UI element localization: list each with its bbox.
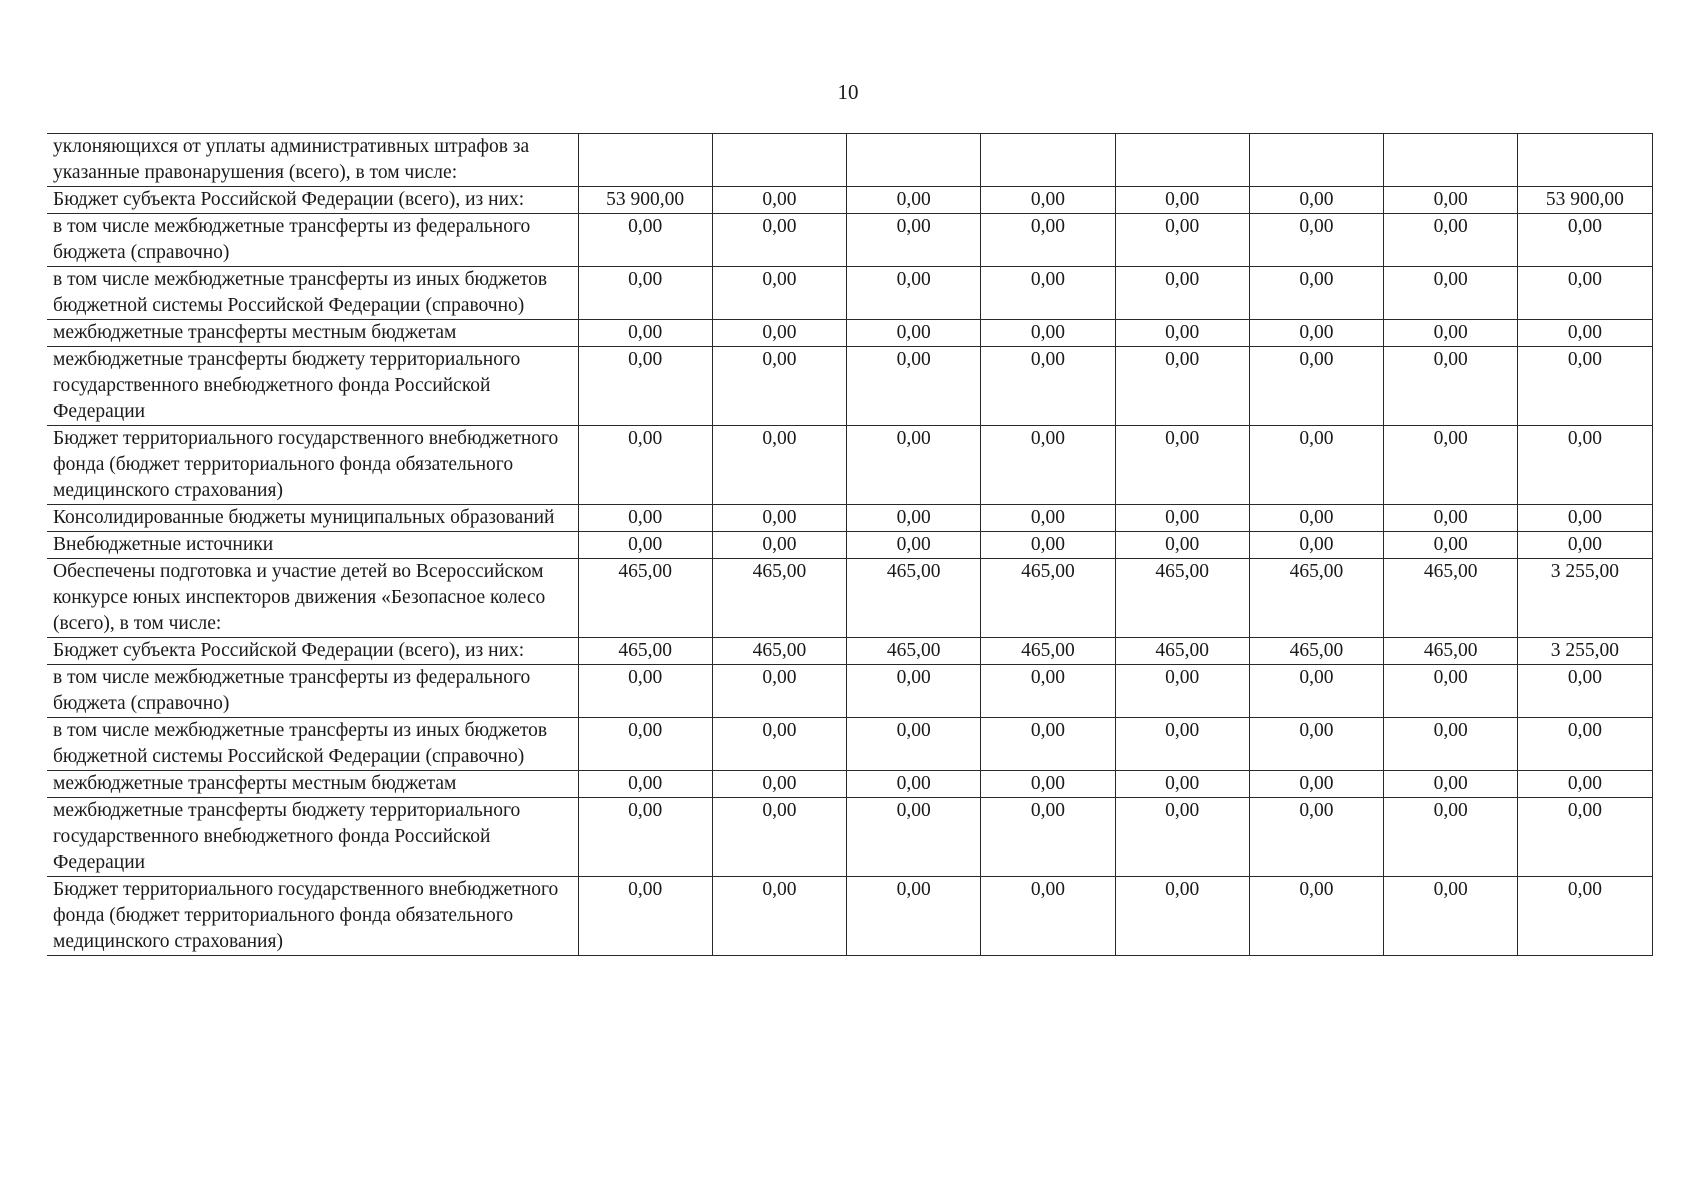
value-cell: 465,00 — [712, 638, 846, 665]
value-cell: 0,00 — [981, 320, 1115, 347]
value-cell: 465,00 — [1384, 638, 1518, 665]
value-cell: 0,00 — [1518, 877, 1652, 956]
value-cell — [981, 134, 1115, 187]
value-cell: 0,00 — [847, 718, 981, 771]
row-label: межбюджетные трансферты местным бюджетам — [47, 320, 578, 347]
value-cell: 0,00 — [1518, 214, 1652, 267]
row-label: Внебюджетные источники — [47, 532, 578, 559]
value-cell: 0,00 — [578, 267, 712, 320]
row-label: в том числе межбюджетные трансферты из иных бюджетов бюджетной системы Российской Федерации (справочно) — [47, 267, 578, 320]
value-cell: 0,00 — [1384, 532, 1518, 559]
table-row — [47, 798, 1652, 877]
value-cell: 0,00 — [1249, 505, 1383, 532]
value-cell: 0,00 — [1115, 214, 1249, 267]
value-cell: 0,00 — [712, 426, 846, 505]
table-row — [47, 214, 1652, 267]
value-cell — [1384, 134, 1518, 187]
value-cell: 0,00 — [1115, 347, 1249, 426]
value-cell: 0,00 — [1115, 718, 1249, 771]
table-row — [47, 665, 1652, 718]
value-cell: 0,00 — [1518, 426, 1652, 505]
table-row — [47, 134, 1652, 187]
value-cell: 0,00 — [578, 665, 712, 718]
value-cell: 0,00 — [981, 426, 1115, 505]
value-cell: 0,00 — [1518, 267, 1652, 320]
value-cell: 0,00 — [1249, 877, 1383, 956]
value-cell: 0,00 — [981, 877, 1115, 956]
value-cell: 0,00 — [847, 532, 981, 559]
row-label: межбюджетные трансферты бюджету территориального государственного внебюджетного фонда Российской Федерации — [47, 347, 578, 426]
value-cell: 0,00 — [712, 798, 846, 877]
value-cell: 0,00 — [1115, 505, 1249, 532]
value-cell: 0,00 — [1518, 505, 1652, 532]
value-cell: 0,00 — [1115, 426, 1249, 505]
row-label: Бюджет субъекта Российской Федерации (всего), из них: — [47, 187, 578, 214]
value-cell: 0,00 — [578, 877, 712, 956]
value-cell: 0,00 — [1115, 665, 1249, 718]
value-cell — [847, 134, 981, 187]
row-label: Бюджет территориального государственного внебюджетного фонда (бюджет территориального фонда обязательного медицинского страхования) — [47, 877, 578, 956]
value-cell: 0,00 — [578, 505, 712, 532]
value-cell: 0,00 — [981, 347, 1115, 426]
value-cell: 0,00 — [1384, 877, 1518, 956]
value-cell: 0,00 — [712, 877, 846, 956]
table-row — [47, 718, 1652, 771]
value-cell: 0,00 — [981, 187, 1115, 214]
value-cell: 0,00 — [578, 347, 712, 426]
value-cell: 465,00 — [712, 559, 846, 638]
value-cell: 0,00 — [1249, 798, 1383, 877]
value-cell: 0,00 — [1518, 532, 1652, 559]
row-label: в том числе межбюджетные трансферты из федерального бюджета (справочно) — [47, 214, 578, 267]
value-cell: 0,00 — [1249, 347, 1383, 426]
value-cell: 0,00 — [1249, 665, 1383, 718]
value-cell: 53 900,00 — [1518, 187, 1652, 214]
value-cell: 0,00 — [1384, 187, 1518, 214]
value-cell: 0,00 — [847, 267, 981, 320]
row-label: межбюджетные трансферты бюджету территориального государственного внебюджетного фонда Российской Федерации — [47, 798, 578, 877]
value-cell: 0,00 — [981, 771, 1115, 798]
value-cell: 0,00 — [712, 267, 846, 320]
value-cell — [1249, 134, 1383, 187]
value-cell: 0,00 — [578, 426, 712, 505]
value-cell: 0,00 — [1384, 665, 1518, 718]
table-row — [47, 426, 1652, 505]
value-cell: 0,00 — [1115, 532, 1249, 559]
value-cell: 0,00 — [981, 665, 1115, 718]
table-row — [47, 187, 1652, 214]
value-cell: 53 900,00 — [578, 187, 712, 214]
value-cell: 465,00 — [847, 559, 981, 638]
row-label: Бюджет субъекта Российской Федерации (всего), из них: — [47, 638, 578, 665]
value-cell — [1115, 134, 1249, 187]
value-cell — [1518, 134, 1652, 187]
value-cell: 0,00 — [712, 320, 846, 347]
value-cell: 0,00 — [712, 214, 846, 267]
value-cell: 3 255,00 — [1518, 559, 1652, 638]
table-row — [47, 877, 1652, 956]
value-cell: 0,00 — [981, 214, 1115, 267]
value-cell: 0,00 — [712, 665, 846, 718]
row-label: в том числе межбюджетные трансферты из иных бюджетов бюджетной системы Российской Федерации (справочно) — [47, 718, 578, 771]
value-cell: 0,00 — [847, 877, 981, 956]
value-cell: 0,00 — [981, 505, 1115, 532]
value-cell: 0,00 — [1518, 320, 1652, 347]
row-label: Обеспечены подготовка и участие детей во Всероссийском конкурсе юных инспекторов движения «Безопасное колесо (всего), в том числе: — [47, 559, 578, 638]
row-label: Консолидированные бюджеты муниципальных образований — [47, 505, 578, 532]
table-row — [47, 267, 1652, 320]
value-cell: 465,00 — [1249, 638, 1383, 665]
value-cell: 0,00 — [1518, 798, 1652, 877]
value-cell: 465,00 — [847, 638, 981, 665]
value-cell: 0,00 — [1115, 798, 1249, 877]
value-cell: 0,00 — [1115, 771, 1249, 798]
value-cell: 0,00 — [712, 532, 846, 559]
value-cell: 0,00 — [578, 718, 712, 771]
value-cell: 0,00 — [1384, 320, 1518, 347]
value-cell: 465,00 — [1249, 559, 1383, 638]
value-cell: 0,00 — [1384, 267, 1518, 320]
value-cell: 0,00 — [1518, 347, 1652, 426]
value-cell: 0,00 — [1115, 187, 1249, 214]
value-cell: 465,00 — [1115, 638, 1249, 665]
value-cell: 0,00 — [1384, 347, 1518, 426]
value-cell: 0,00 — [981, 267, 1115, 320]
row-label: Бюджет территориального государственного внебюджетного фонда (бюджет территориального фонда обязательного медицинского страхования) — [47, 426, 578, 505]
value-cell: 0,00 — [1518, 718, 1652, 771]
value-cell: 0,00 — [712, 718, 846, 771]
value-cell: 0,00 — [712, 347, 846, 426]
value-cell: 0,00 — [1384, 718, 1518, 771]
table-row — [47, 532, 1652, 559]
value-cell: 0,00 — [1249, 718, 1383, 771]
value-cell: 0,00 — [981, 532, 1115, 559]
table-row — [47, 771, 1652, 798]
value-cell: 0,00 — [1384, 505, 1518, 532]
table-row — [47, 347, 1652, 426]
value-cell — [578, 134, 712, 187]
value-cell: 465,00 — [578, 559, 712, 638]
row-label: в том числе межбюджетные трансферты из федерального бюджета (справочно) — [47, 665, 578, 718]
value-cell: 0,00 — [847, 347, 981, 426]
value-cell: 0,00 — [1115, 877, 1249, 956]
table-body — [47, 134, 1652, 956]
value-cell: 0,00 — [712, 771, 846, 798]
value-cell: 0,00 — [1249, 187, 1383, 214]
value-cell: 0,00 — [847, 187, 981, 214]
table-row — [47, 320, 1652, 347]
value-cell: 0,00 — [847, 665, 981, 718]
value-cell: 0,00 — [1384, 771, 1518, 798]
value-cell: 0,00 — [578, 798, 712, 877]
value-cell: 0,00 — [578, 771, 712, 798]
value-cell: 0,00 — [1384, 426, 1518, 505]
value-cell: 0,00 — [1384, 798, 1518, 877]
value-cell: 0,00 — [1384, 214, 1518, 267]
table-row — [47, 559, 1652, 638]
value-cell: 0,00 — [1249, 426, 1383, 505]
value-cell: 465,00 — [1115, 559, 1249, 638]
value-cell: 0,00 — [1518, 771, 1652, 798]
value-cell: 465,00 — [981, 638, 1115, 665]
value-cell: 0,00 — [847, 320, 981, 347]
value-cell: 0,00 — [1249, 214, 1383, 267]
table-row — [47, 505, 1652, 532]
value-cell: 0,00 — [847, 798, 981, 877]
value-cell: 0,00 — [1115, 267, 1249, 320]
value-cell — [712, 134, 846, 187]
value-cell: 0,00 — [1249, 320, 1383, 347]
row-label: межбюджетные трансферты местным бюджетам — [47, 771, 578, 798]
value-cell: 0,00 — [578, 320, 712, 347]
row-label: уклоняющихся от уплаты административных штрафов за указанные правонарушения (всего), в том числе: — [47, 134, 578, 187]
value-cell: 0,00 — [712, 187, 846, 214]
page-number: 10 — [837, 80, 859, 104]
table-row — [47, 638, 1652, 665]
value-cell: 0,00 — [847, 426, 981, 505]
value-cell: 0,00 — [1249, 771, 1383, 798]
value-cell: 0,00 — [1249, 267, 1383, 320]
value-cell: 0,00 — [847, 771, 981, 798]
value-cell: 3 255,00 — [1518, 638, 1652, 665]
value-cell: 0,00 — [847, 505, 981, 532]
value-cell: 465,00 — [1384, 559, 1518, 638]
value-cell: 0,00 — [578, 532, 712, 559]
value-cell: 0,00 — [981, 798, 1115, 877]
value-cell: 0,00 — [981, 718, 1115, 771]
value-cell: 0,00 — [1115, 320, 1249, 347]
value-cell: 0,00 — [1249, 532, 1383, 559]
value-cell: 0,00 — [712, 505, 846, 532]
value-cell: 465,00 — [981, 559, 1115, 638]
value-cell: 0,00 — [1518, 665, 1652, 718]
value-cell: 0,00 — [578, 214, 712, 267]
value-cell: 0,00 — [847, 214, 981, 267]
value-cell: 465,00 — [578, 638, 712, 665]
budget-table — [47, 133, 1653, 956]
